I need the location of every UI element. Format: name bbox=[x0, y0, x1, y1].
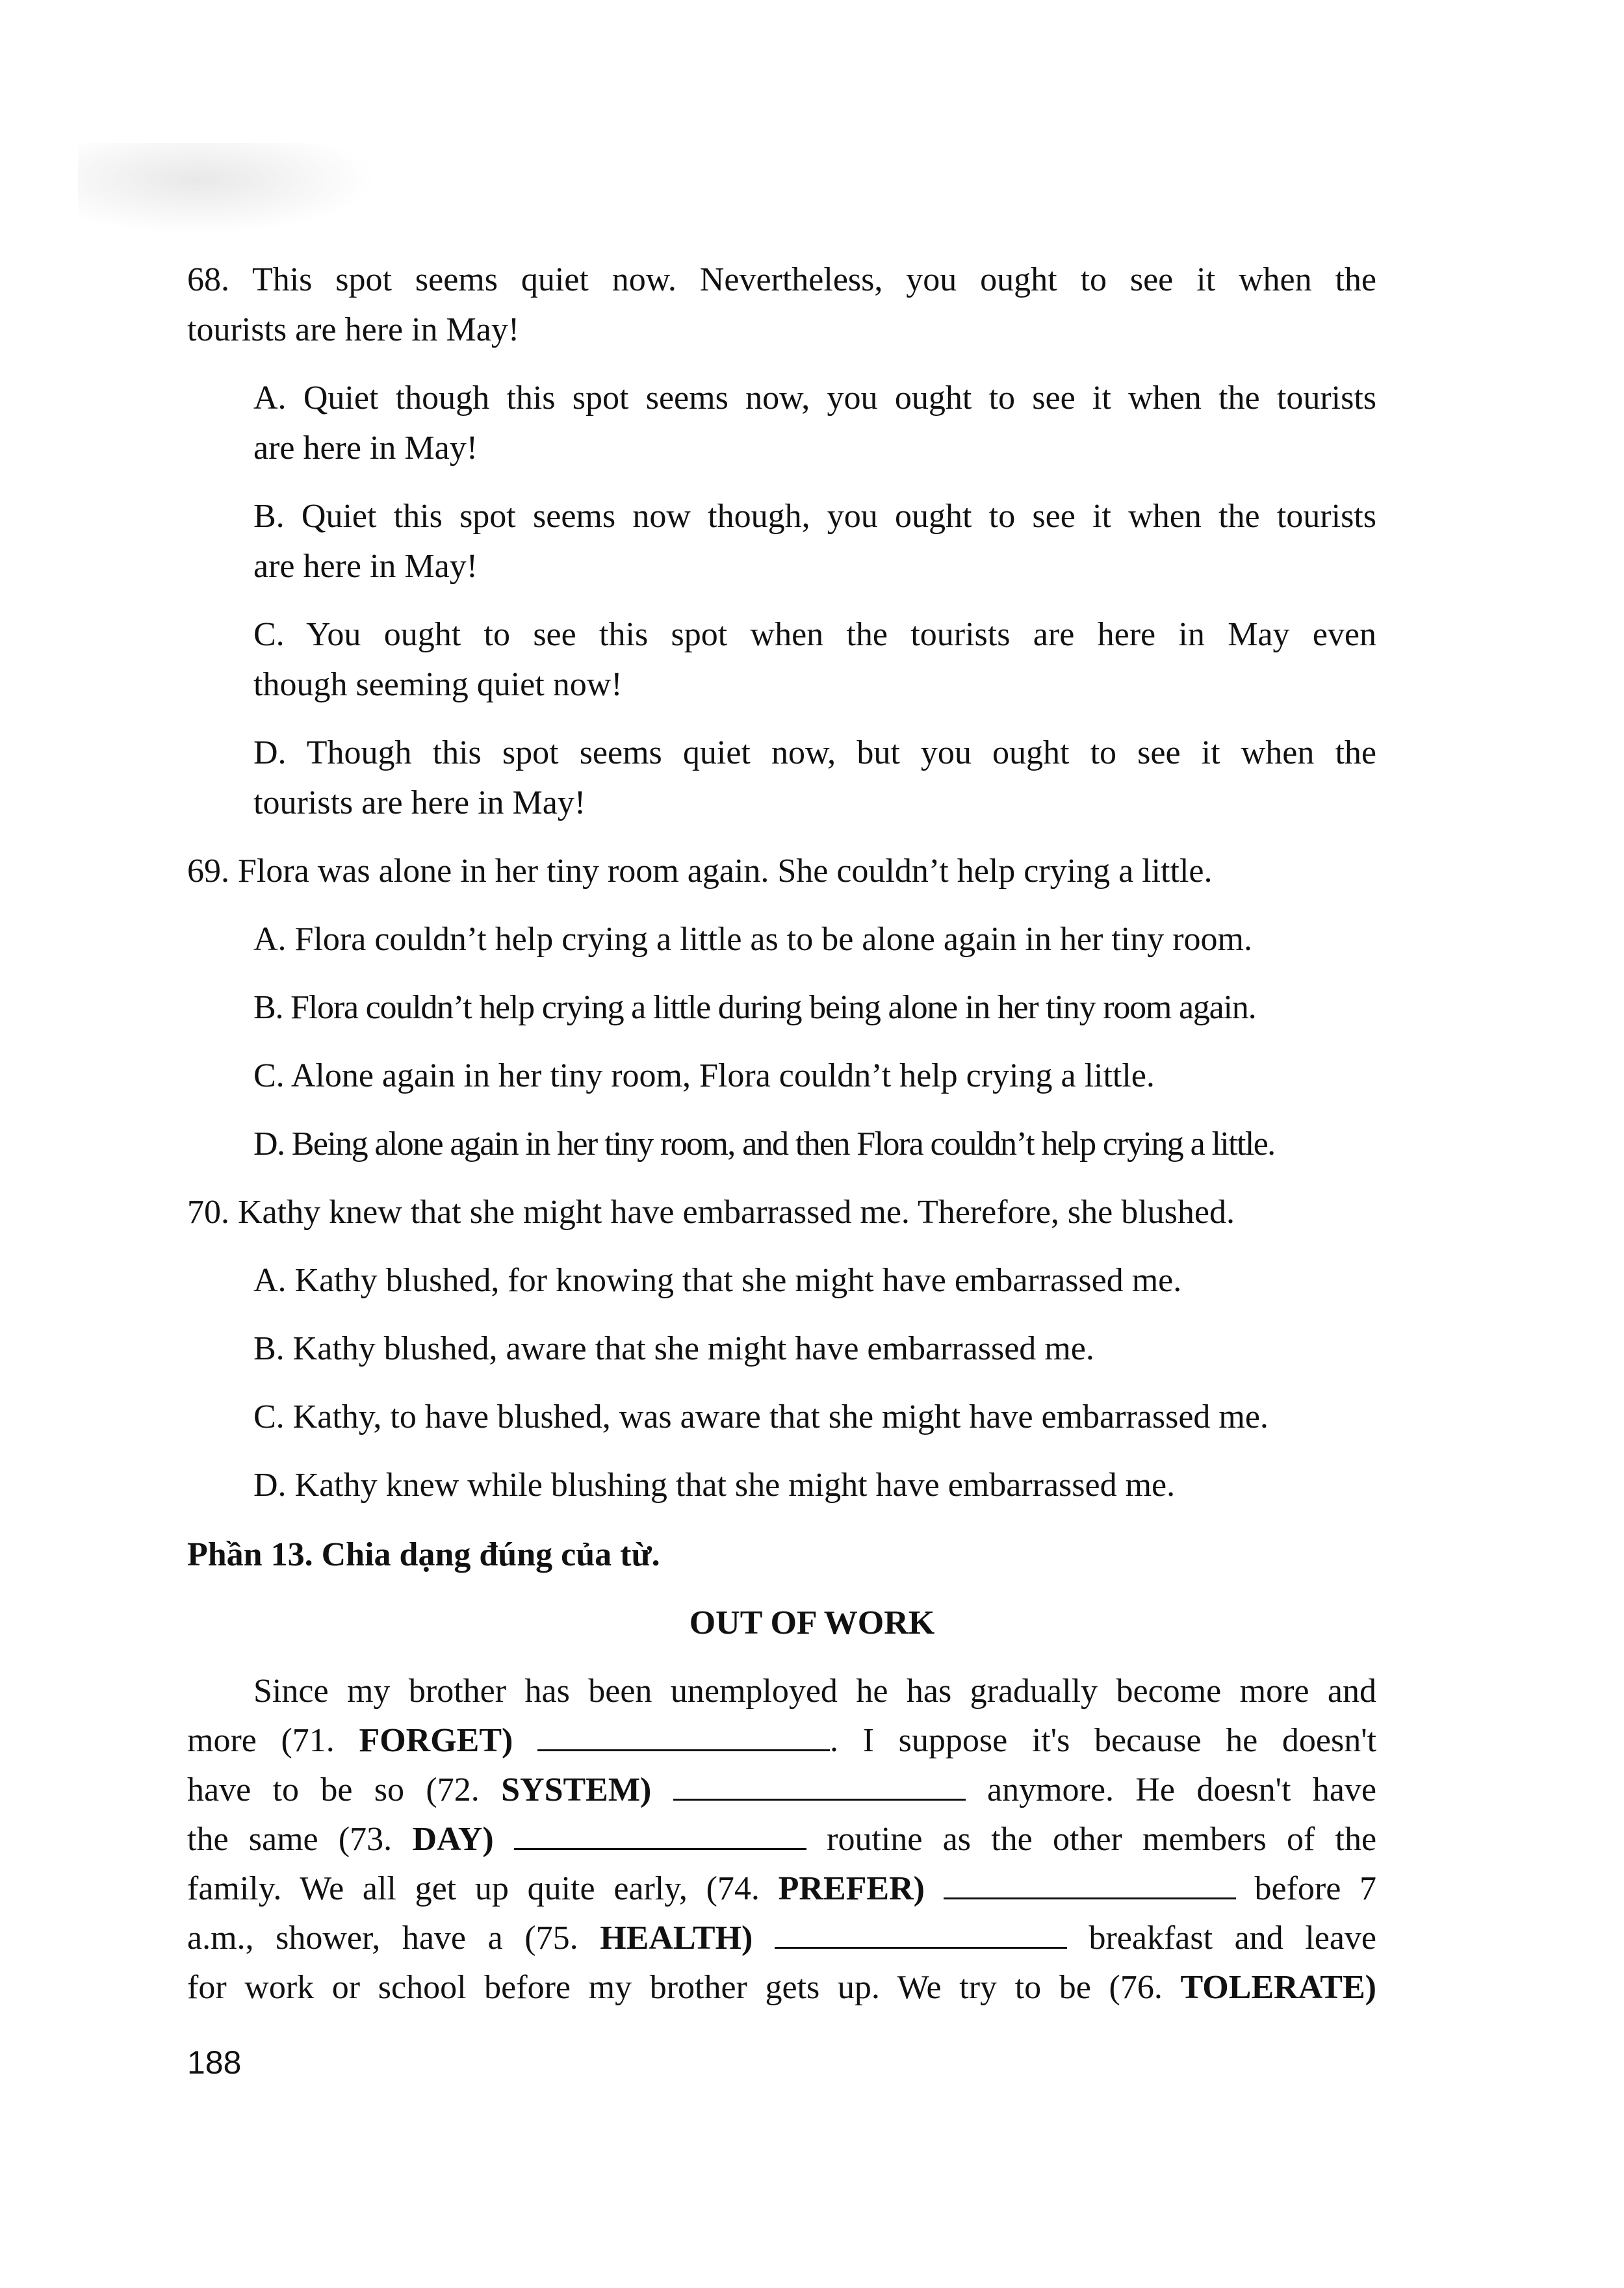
word-prefer: PREFER) bbox=[778, 1870, 925, 1907]
passage-line-4 bbox=[187, 1819, 1376, 1860]
passage-text: breakfast and leave bbox=[1089, 1920, 1377, 1957]
q68-option-b-line2: are here in May! bbox=[253, 548, 478, 585]
q68-option-d-line2: tourists are here in May! bbox=[253, 784, 586, 821]
answer-blank-72[interactable] bbox=[673, 1773, 966, 1801]
passage-text: anymore. He doesn't have bbox=[987, 1771, 1376, 1808]
q70-option-d: D. Kathy knew while blushing that she might have embarrassed me. bbox=[253, 1467, 1176, 1504]
q68-option-c-line2: though seeming quiet now! bbox=[253, 666, 623, 703]
passage-text: a.m., shower, have a (75. bbox=[187, 1920, 578, 1957]
passage-text: . I suppose it's because he doesn't bbox=[830, 1722, 1377, 1759]
q69-option-b: B. Flora couldn’t help crying a little during being alone in her tiny room again. bbox=[253, 989, 1256, 1026]
passage-text: family. We all get up quite early, (74. bbox=[187, 1870, 760, 1907]
passage-text: before 7 bbox=[1254, 1870, 1377, 1907]
q68-option-a-line1: A. Quiet though this spot seems now, you ought to see it when the tourists bbox=[253, 379, 1376, 417]
q68-stem-line2: tourists are here in May! bbox=[187, 311, 520, 348]
passage-line-2 bbox=[187, 1721, 1376, 1761]
q68-option-c-line1: C. You ought to see this spot when the tourists are here in May even bbox=[253, 616, 1376, 653]
passage-text: more (71. bbox=[187, 1722, 335, 1759]
q69-option-a: A. Flora couldn’t help crying a little as to be alone again in her tiny room. bbox=[253, 921, 1252, 958]
q68-option-a-line2: are here in May! bbox=[253, 430, 478, 467]
q69-option-c: C. Alone again in her tiny room, Flora couldn’t help crying a little. bbox=[253, 1057, 1155, 1094]
scan-smudge bbox=[78, 143, 377, 234]
passage-text: have to be so (72. bbox=[187, 1771, 480, 1808]
q70-option-c: C. Kathy, to have blushed, was aware that she might have embarrassed me. bbox=[253, 1398, 1269, 1435]
q68-option-b-line1: B. Quiet this spot seems now though, you ought to see it when the tourists bbox=[253, 498, 1376, 535]
answer-blank-71[interactable] bbox=[537, 1723, 830, 1751]
answer-blank-73[interactable] bbox=[514, 1822, 806, 1850]
q70-option-a: A. Kathy blushed, for knowing that she might have embarrassed me. bbox=[253, 1262, 1182, 1299]
passage-title: OUT OF WORK bbox=[689, 1604, 935, 1641]
q69-stem: 69. Flora was alone in her tiny room again. She couldn’t help crying a little. bbox=[187, 853, 1213, 890]
page-number: 188 bbox=[187, 2044, 242, 2081]
passage-line-7 bbox=[187, 1968, 1376, 2008]
q68-stem-line1: 68. This spot seems quiet now. Nevertheless, you ought to see it when the bbox=[187, 261, 1376, 298]
q69-option-d: D. Being alone again in her tiny room, and then Flora couldn’t help crying a little. bbox=[253, 1125, 1275, 1163]
word-system: SYSTEM) bbox=[501, 1771, 652, 1808]
passage-line-1: Since my brother has been unemployed he has gradually become more and bbox=[253, 1673, 1376, 1710]
q70-stem: 70. Kathy knew that she might have embarrassed me. Therefore, she blushed. bbox=[187, 1194, 1235, 1231]
word-tolerate: TOLERATE) bbox=[1180, 1969, 1376, 2006]
passage-line-6 bbox=[187, 1918, 1376, 1959]
passage-text: the same (73. bbox=[187, 1821, 393, 1858]
section-heading: Phần 13. Chia dạng đúng của từ. bbox=[187, 1536, 660, 1573]
word-forget: FORGET) bbox=[359, 1722, 513, 1759]
answer-blank-75[interactable] bbox=[775, 1921, 1067, 1949]
passage-text: for work or school before my brother gets up. We try to be (76. bbox=[187, 1969, 1163, 2006]
q68-option-d-line1: D. Though this spot seems quiet now, but you ought to see it when the bbox=[253, 734, 1376, 771]
passage-text: routine as the other members of the bbox=[827, 1821, 1377, 1858]
word-day: DAY) bbox=[412, 1821, 494, 1858]
passage-line-3 bbox=[187, 1770, 1376, 1810]
word-health: HEALTH) bbox=[600, 1920, 753, 1957]
passage-line-5 bbox=[187, 1869, 1376, 1909]
q70-option-b: B. Kathy blushed, aware that she might have embarrassed me. bbox=[253, 1330, 1094, 1367]
answer-blank-74[interactable] bbox=[944, 1871, 1236, 1899]
